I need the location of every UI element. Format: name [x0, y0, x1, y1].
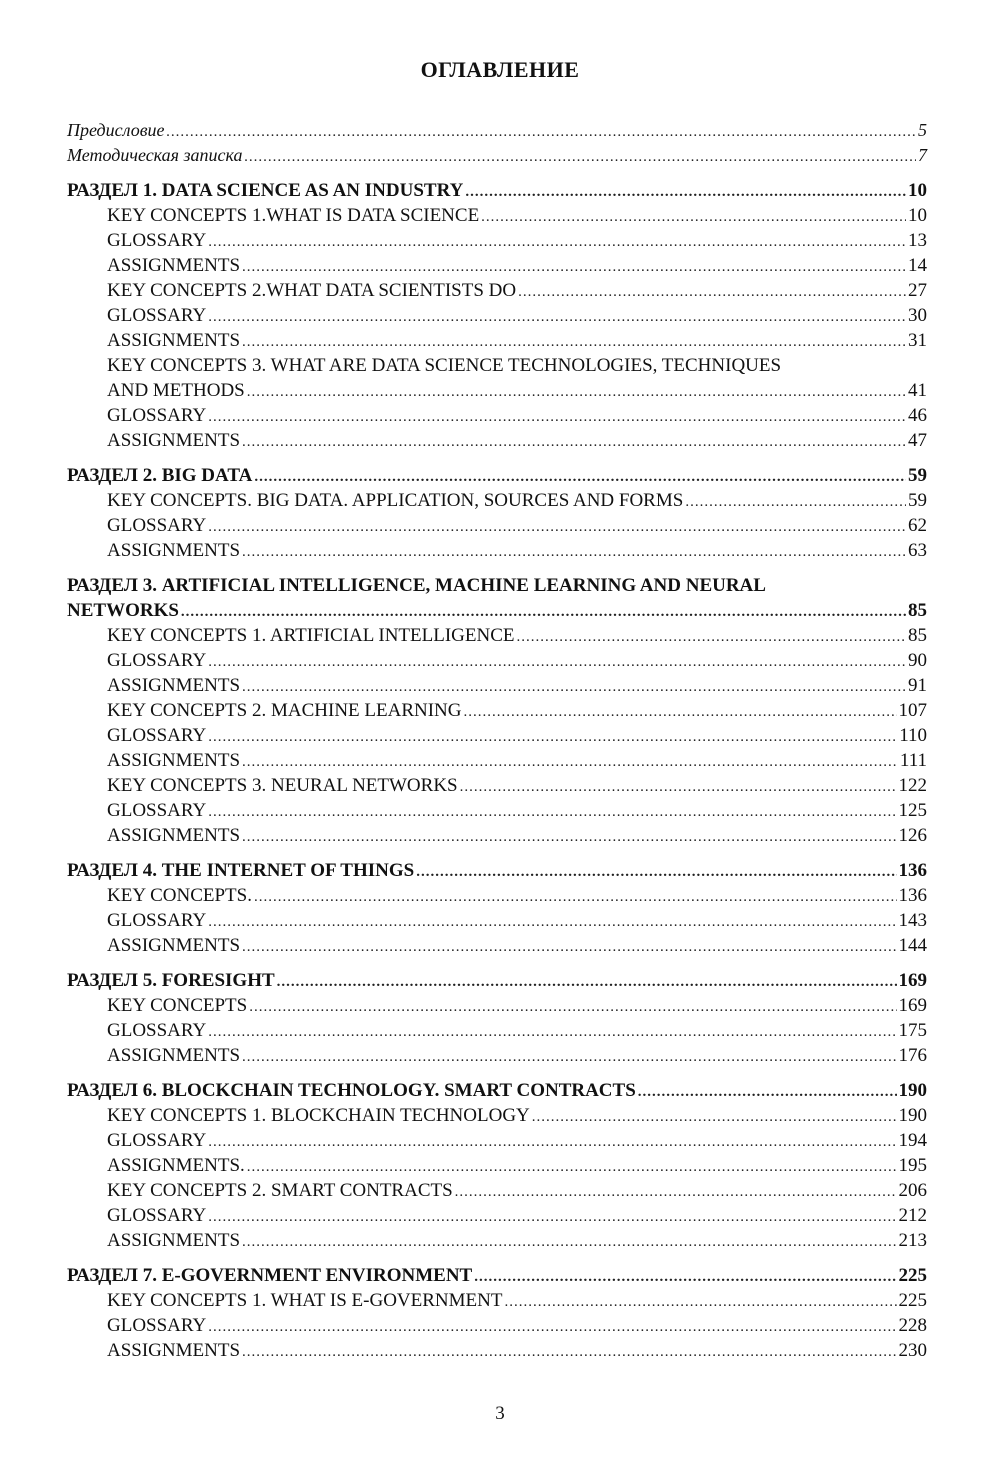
dot-leader: [242, 540, 906, 565]
entry-page-number: 46: [908, 405, 927, 426]
toc-entry[interactable]: [67, 648, 927, 673]
toc-front-entry[interactable]: [67, 118, 927, 143]
toc-entry[interactable]: [67, 513, 927, 538]
toc-entry[interactable]: [67, 1203, 927, 1228]
dot-leader: [208, 405, 906, 430]
entry-page-number: 175: [898, 1020, 927, 1041]
dot-leader: [518, 280, 906, 305]
toc-entry[interactable]: [67, 723, 927, 748]
entry-page-number: 5: [918, 120, 927, 140]
dot-leader: [254, 885, 897, 910]
entry-page-number: 144: [898, 935, 927, 956]
entry-page-number: 90: [908, 650, 927, 671]
toc-entry[interactable]: [67, 623, 927, 648]
toc-entry[interactable]: [67, 773, 927, 798]
dot-leader: [208, 1205, 896, 1230]
entry-page-number: 107: [898, 700, 927, 721]
toc-entry[interactable]: [67, 908, 927, 933]
entry-page-number: 111: [899, 750, 927, 771]
entry-label: GLOSSARY: [107, 1315, 207, 1336]
dot-leader: [208, 1130, 896, 1155]
entry-page-number: 143: [898, 910, 927, 931]
entry-label: ASSIGNMENTS: [107, 935, 241, 956]
dot-leader: [181, 600, 906, 625]
toc-entry[interactable]: [67, 278, 927, 303]
dot-leader: [208, 1315, 896, 1340]
entry-label: РАЗДЕЛ 1. DATA SCIENCE AS AN INDUSTRY: [67, 180, 464, 201]
entry-page-number: 190: [898, 1105, 927, 1126]
entry-page-number: 136: [898, 885, 927, 906]
entry-label: KEY CONCEPTS 2. MACHINE LEARNING: [107, 700, 462, 721]
dot-leader: [242, 675, 906, 700]
entry-page-number: 136: [898, 860, 927, 881]
entry-page-number: 59: [908, 490, 927, 511]
entry-label: РАЗДЕЛ 2. BIG DATA: [67, 465, 253, 486]
entry-label: KEY CONCEPTS 1. BLOCKCHAIN TECHNOLOGY: [107, 1105, 530, 1126]
toc-entry[interactable]: [67, 993, 927, 1018]
entry-page-number: 59: [908, 465, 927, 486]
entry-label: ASSIGNMENTS: [107, 330, 241, 351]
dot-leader: [242, 1045, 896, 1070]
entry-page-number: 27: [908, 280, 927, 301]
entry-label: Методическая записка: [67, 145, 243, 165]
table-of-contents: [67, 118, 927, 1363]
dot-leader: [242, 750, 898, 775]
dot-leader: [208, 1020, 896, 1045]
dot-leader: [685, 490, 906, 515]
entry-label: KEY CONCEPTS 1.WHAT IS DATA SCIENCE: [107, 205, 480, 226]
entry-page-number: 169: [898, 970, 927, 991]
toc-section-title[interactable]: [67, 858, 927, 883]
toc-entry[interactable]: [67, 353, 927, 378]
page-title: ОГЛАВЛЕНИЕ: [420, 57, 580, 82]
entry-label: ASSIGNMENTS: [107, 1340, 241, 1361]
entry-page-number: 63: [908, 540, 927, 561]
dot-leader: [517, 625, 906, 650]
dot-leader: [208, 725, 897, 750]
toc-entry[interactable]: [67, 748, 927, 773]
entry-page-number: 169: [898, 995, 927, 1016]
entry-page-number: 85: [908, 625, 927, 646]
dot-leader: [208, 305, 906, 330]
entry-page-number: 228: [898, 1315, 927, 1336]
toc-entry[interactable]: [67, 1128, 927, 1153]
entry-page-number: 85: [908, 600, 927, 621]
toc-front-entry[interactable]: [67, 143, 927, 168]
entry-page-number: 14: [908, 255, 927, 276]
page-number: 3: [495, 1403, 505, 1424]
entry-label: KEY CONCEPTS. BIG DATA. APPLICATION, SOURCES AND FORMS: [107, 490, 684, 511]
entry-label: GLOSSARY: [107, 405, 207, 426]
toc-entry[interactable]: [67, 823, 927, 848]
dot-leader: [474, 1265, 896, 1290]
entry-label: ASSIGNMENTS: [107, 1230, 241, 1251]
entry-label: KEY CONCEPTS 2.WHAT DATA SCIENTISTS DO: [107, 280, 517, 301]
entry-page-number: 13: [908, 230, 927, 251]
entry-page-number: 10: [908, 180, 927, 201]
toc-entry-cont[interactable]: [67, 378, 927, 403]
dot-leader: [242, 330, 906, 355]
entry-label: РАЗДЕЛ 4. THE INTERNET OF THINGS: [67, 860, 415, 881]
toc-entry[interactable]: [67, 228, 927, 253]
dot-leader: [247, 1155, 897, 1180]
toc-entry[interactable]: [67, 1103, 927, 1128]
entry-label: Предисловие: [67, 120, 165, 140]
entry-page-number: 176: [898, 1045, 927, 1066]
toc-entry[interactable]: [67, 538, 927, 563]
toc-entry[interactable]: [67, 253, 927, 278]
dot-leader: [504, 1290, 896, 1315]
dot-leader: [481, 205, 906, 230]
toc-section-title[interactable]: [67, 1263, 927, 1288]
entry-label: GLOSSARY: [107, 1020, 207, 1041]
dot-leader: [242, 255, 906, 280]
entry-label: GLOSSARY: [107, 230, 207, 251]
toc-entry[interactable]: [67, 428, 927, 453]
entry-page-number: 125: [898, 800, 927, 821]
toc-entry[interactable]: [67, 1018, 927, 1043]
toc-entry[interactable]: [67, 698, 927, 723]
toc-entry[interactable]: [67, 1153, 927, 1178]
dot-leader: [464, 700, 897, 725]
entry-label: ASSIGNMENTS: [107, 430, 241, 451]
entry-label: KEY CONCEPTS 1. WHAT IS E-GOVERNMENT: [107, 1290, 503, 1311]
entry-label: РАЗДЕЛ 3. ARTIFICIAL INTELLIGENCE, MACHINE LEARNING AND NEURAL: [67, 575, 766, 596]
entry-page-number: 47: [908, 430, 927, 451]
entry-label: GLOSSARY: [107, 725, 207, 746]
entry-label: ASSIGNMENTS: [107, 675, 241, 696]
entry-label: KEY CONCEPTS 3. NEURAL NETWORKS: [107, 775, 458, 796]
entry-label: РАЗДЕЛ 6. BLOCKCHAIN TECHNOLOGY. SMART CONTRACTS: [67, 1080, 636, 1101]
dot-leader: [277, 970, 897, 995]
dot-leader: [208, 800, 896, 825]
entry-page-number: 195: [898, 1155, 927, 1176]
entry-page-number: 225: [898, 1290, 927, 1311]
entry-page-number: 190: [898, 1080, 927, 1101]
entry-page-number: 91: [908, 675, 927, 696]
entry-page-number: 30: [908, 305, 927, 326]
toc-entry[interactable]: [67, 1313, 927, 1338]
dot-leader: [249, 995, 896, 1020]
entry-page-number: 10: [908, 205, 927, 226]
dot-leader: [242, 935, 896, 960]
entry-label: ASSIGNMENTS: [107, 540, 241, 561]
entry-label: ASSIGNMENTS: [107, 825, 241, 846]
dot-leader: [208, 230, 906, 255]
entry-label: GLOSSARY: [107, 305, 207, 326]
entry-label: GLOSSARY: [107, 1205, 207, 1226]
entry-label: ASSIGNMENTS: [107, 750, 241, 771]
entry-page-number: 126: [898, 825, 927, 846]
dot-leader: [242, 825, 896, 850]
entry-page-number: 41: [908, 380, 927, 401]
toc-section-title[interactable]: [67, 573, 927, 598]
toc-entry[interactable]: [67, 1178, 927, 1203]
dot-leader: [460, 775, 897, 800]
entry-label: ASSIGNMENTS.: [107, 1155, 245, 1176]
dot-leader: [208, 515, 906, 540]
entry-label: KEY CONCEPTS: [107, 995, 248, 1016]
entry-label: РАЗДЕЛ 5. FORESIGHT: [67, 970, 275, 991]
toc-entry[interactable]: [67, 403, 927, 428]
toc-entry[interactable]: [67, 933, 927, 958]
toc-entry[interactable]: [67, 673, 927, 698]
dot-leader: [167, 120, 916, 145]
entry-label: GLOSSARY: [107, 515, 207, 536]
dot-leader: [208, 910, 896, 935]
dot-leader: [242, 1340, 896, 1365]
dot-leader: [638, 1080, 897, 1105]
dot-leader: [242, 430, 906, 455]
entry-label: GLOSSARY: [107, 800, 207, 821]
toc-entry[interactable]: [67, 1338, 927, 1363]
toc-entry[interactable]: [67, 1043, 927, 1068]
entry-label: ASSIGNMENTS: [107, 1045, 241, 1066]
entry-label: ASSIGNMENTS: [107, 255, 241, 276]
entry-page-number: 110: [899, 725, 927, 746]
entry-label: KEY CONCEPTS.: [107, 885, 252, 906]
toc-entry[interactable]: [67, 488, 927, 513]
entry-label: KEY CONCEPTS 1. ARTIFICIAL INTELLIGENCE: [107, 625, 515, 646]
toc-entry[interactable]: [67, 303, 927, 328]
entry-page-number: 206: [898, 1180, 927, 1201]
entry-page-number: 212: [898, 1205, 927, 1226]
toc-section-title-cont[interactable]: [67, 598, 927, 623]
entry-label: KEY CONCEPTS 3. WHAT ARE DATA SCIENCE TECHNOLOGIES, TECHNIQUES: [107, 355, 782, 376]
entry-label: РАЗДЕЛ 7. E-GOVERNMENT ENVIRONMENT: [67, 1265, 473, 1286]
dot-leader: [247, 380, 906, 405]
dot-leader: [242, 1230, 896, 1255]
toc-section-title[interactable]: [67, 968, 927, 993]
toc-entry[interactable]: [67, 203, 927, 228]
toc-section-title[interactable]: [67, 463, 927, 488]
entry-page-number: 194: [898, 1130, 927, 1151]
entry-page-number: 62: [908, 515, 927, 536]
toc-section-title[interactable]: [67, 178, 927, 203]
toc-entry[interactable]: [67, 798, 927, 823]
entry-label: KEY CONCEPTS 2. SMART CONTRACTS: [107, 1180, 453, 1201]
entry-page-number: 122: [898, 775, 927, 796]
toc-entry[interactable]: [67, 883, 927, 908]
entry-label: AND METHODS: [107, 380, 245, 401]
entry-label: GLOSSARY: [107, 910, 207, 931]
entry-page-number: 7: [918, 145, 927, 165]
dot-leader: [532, 1105, 897, 1130]
entry-page-number: 225: [898, 1265, 927, 1286]
toc-section-title[interactable]: [67, 1078, 927, 1103]
dot-leader: [416, 860, 896, 885]
dot-leader: [208, 650, 906, 675]
toc-entry[interactable]: [67, 328, 927, 353]
entry-label: GLOSSARY: [107, 650, 207, 671]
dot-leader: [254, 465, 906, 490]
entry-page-number: 31: [908, 330, 927, 351]
toc-entry[interactable]: [67, 1228, 927, 1253]
entry-label: NETWORKS: [67, 600, 179, 621]
entry-page-number: 213: [898, 1230, 927, 1251]
dot-leader: [465, 180, 906, 205]
entry-page-number: 230: [898, 1340, 927, 1361]
dot-leader: [245, 145, 916, 170]
toc-entry[interactable]: [67, 1288, 927, 1313]
entry-label: GLOSSARY: [107, 1130, 207, 1151]
dot-leader: [455, 1180, 897, 1205]
